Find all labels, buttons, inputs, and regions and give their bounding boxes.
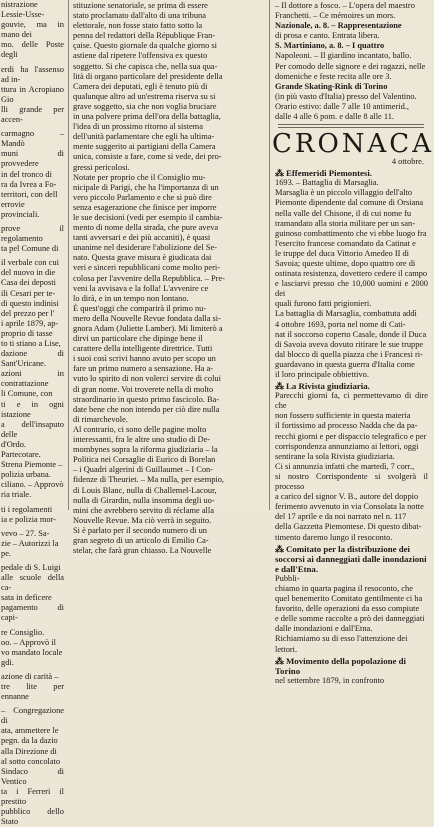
text-line: quali furono fatti prigionieri. xyxy=(275,299,372,309)
news-items xyxy=(272,168,430,686)
text-line: in del tronco di xyxy=(1,169,52,179)
text-line: di questo indinisi xyxy=(1,298,59,308)
text-line: si nostro Corrispondente si svolgerà il processo xyxy=(275,471,428,492)
text-line: çaise. Questo giornale da qualche giorno si xyxy=(73,41,217,51)
text-line: stelar, che farà gran chiasso. La Nouvelle xyxy=(73,546,212,556)
text-line: il loro principale obbiettivo. xyxy=(275,370,369,379)
text-line: e delle somme raccolte a prò dei danneggiati xyxy=(275,614,425,624)
text-line: nella valle del Chisone, il di cui nome fu xyxy=(275,208,412,218)
text-line: ostinata resistenza, dovettero cedere il campo xyxy=(275,269,428,279)
text-line: errovie provinciali. xyxy=(1,199,40,219)
section-divider xyxy=(278,124,424,128)
text-line: interessanti, fra le altre uno studio di De- xyxy=(73,435,211,445)
text-line: senza esagerazione che finisce per imporre xyxy=(73,202,217,212)
news-item-heading xyxy=(272,381,430,391)
text-line: È quest'oggi che comparirà il primo nu- xyxy=(73,303,207,313)
text-line: pedale di S. Luigi xyxy=(1,562,61,572)
text-line: gran segreto di un articolo di Emilio Ca- xyxy=(73,535,209,545)
text-line: unanime nel desiderare l'abolizione del Se- xyxy=(73,243,218,253)
text-line: zie – Autorizzi la xyxy=(1,538,59,548)
text-line: dal blocco di quella piazza che i Francesi ri- xyxy=(275,349,423,359)
bullet-icon: ⁂ xyxy=(275,655,286,666)
section-date: 4 ottobre. xyxy=(391,157,424,167)
text-line: vevo – 27. Sa- xyxy=(1,528,50,538)
right-column xyxy=(272,0,434,685)
listing-line: Orario estivo: dalle 7 alle 10 antimerid., xyxy=(275,101,409,111)
text-line: Ci si annunzia infatti che martedì, 7 corr., xyxy=(275,461,415,471)
text-line: nulla di Girardin, nulla insomma degli uo- xyxy=(73,495,215,505)
listing-line: Grande Skating-Rink di Torino xyxy=(275,81,388,91)
text-line: lo dirà, e in un tempo non lontano. xyxy=(73,293,189,303)
left-column xyxy=(0,0,66,827)
text-line: vero piccolo Parlamento e che si può dire xyxy=(73,192,212,202)
bullet-icon: ⁂ xyxy=(275,168,286,179)
text-line: i aprile 1879, ap- xyxy=(1,318,59,328)
text-line: timento daremo lungo il resoconto. xyxy=(275,532,393,542)
news-item xyxy=(272,544,430,655)
text-line: dirvi un particolare che dipinge bene il xyxy=(73,334,203,344)
text-line: nat il soccorso coperto Casale, donde il Duca xyxy=(275,329,427,339)
text-line: tanti avversari e dei più accaniti), è quasi xyxy=(73,233,211,243)
text-line: tre lite per ennanne xyxy=(1,682,64,702)
text-line: del nuovo in die xyxy=(1,268,56,278)
text-line: gouvie, ma in mano dei xyxy=(1,20,64,40)
text-line: alle scuole della ca- xyxy=(1,573,64,593)
text-line: e lasciarvi presso che 10,000 uomini e 2000 dei xyxy=(275,279,428,299)
listing-line: dalle 4 alle 6 pom. e dalle 8 alle 11. xyxy=(275,112,394,122)
text-line: Camera dei deputati, egli è tenuto più di xyxy=(73,81,208,91)
text-line: Strena Piemonte – xyxy=(1,460,63,470)
text-line: mo. delle Poste degli xyxy=(1,40,64,60)
text-line: soggetto. Si che capisca che, nella sua qua- xyxy=(73,61,218,71)
text-line: ra da Ivrea a Fo- xyxy=(1,179,57,189)
text-line: recchi giorni e per dispaccio telegrafico e per xyxy=(275,431,427,441)
text-line: re Consiglio. xyxy=(1,627,45,637)
text-line: i suoi così scrivi hanno avuto per scopo un xyxy=(73,354,216,364)
text-line: corrispondenza annunziamo ai lettori, oggi xyxy=(275,441,419,451)
text-line: 1693. – Battaglia di Marsaglia. xyxy=(275,178,379,188)
text-line: vuto lo spirito di non volerci servire di colui xyxy=(73,374,221,384)
text-line: le truppe del duca Vittorio Amedeo II di xyxy=(275,248,410,258)
news-item-body xyxy=(272,676,430,686)
text-line: mini che avrebbero servito di réclame alla xyxy=(73,505,214,515)
text-line: il verbale con cui xyxy=(1,258,59,268)
news-item-body xyxy=(272,178,430,380)
text-line: azione di carità – xyxy=(1,671,59,681)
text-line: l'esercito francese comandato da Catinat e xyxy=(275,238,416,248)
text-line: straordinario in questo primo fascicolo. Ba- xyxy=(73,394,220,404)
text-line: astiene dal ripetere l'offensiva ex questo xyxy=(73,51,208,61)
heading-text: La Rivista giudiziaria. xyxy=(286,381,370,392)
text-line: nato. Questa grave misura è giudicata dai xyxy=(73,253,212,263)
text-line: mento di nome della strada, che pure aveva xyxy=(73,223,219,233)
news-item-body xyxy=(272,391,430,542)
listing-line: Napoleoni. – Il giardino incantato, ballo. xyxy=(275,51,412,61)
heading-text: Comitato per la distribuzione dei soccorsi ai danneggiati dalle inondazioni e dall'Etna. xyxy=(275,543,427,574)
text-line: dell'unità parlamentare che egli ha ultima- xyxy=(73,132,215,142)
listing-line: S. Martiniano, a. 8. – I quattro xyxy=(275,41,385,51)
text-line: ferimento avvenuto in via Consolata la notte xyxy=(275,502,424,512)
text-line: ttura in Acropiano Gio xyxy=(1,84,64,104)
text-line: di rimarchevole. xyxy=(73,414,128,424)
listing-line: Nazionale, a. 8. – Rappresentazione xyxy=(275,21,402,31)
text-line: veri e sinceri repubblicani come molto peri- xyxy=(73,263,220,273)
text-line: colosa per l'avvenire della Repubblica. – Pre- xyxy=(73,273,225,283)
text-line: dalle inondazioni e dall'Etna. xyxy=(275,624,373,634)
text-line: 4 ottobre 1693, porta nel nome di Cati- xyxy=(275,319,406,329)
text-line: sentirane la sola Rivista giudiziaria. xyxy=(275,451,395,461)
text-line: stato proclamato dall'alto di una tribuna xyxy=(73,11,206,21)
column-rule xyxy=(269,0,270,510)
text-line: ili Cesari per te- xyxy=(1,288,56,298)
text-line: unica, consiste a fare, come si vede, dei pro- xyxy=(73,152,222,162)
text-line: di gran nome. Voi troverete nella di molto xyxy=(73,384,214,394)
text-line: Parecchi giorni fa, ci permettevamo di dire che xyxy=(275,391,428,411)
text-line: Politica nei Corsaglie di Eurico di Borelan xyxy=(73,455,216,465)
text-line: guardavano in questa guerra d'Italia come xyxy=(275,359,415,369)
text-line: ta pel Comune di xyxy=(1,244,59,254)
text-line: dazione di Sant'Uricane. xyxy=(1,349,64,369)
text-line: Piemonte dipendente dal comune di Orsiana xyxy=(275,198,424,208)
text-line: grave soggetto, sia che non voglia bruciare xyxy=(73,101,217,111)
middle-column xyxy=(70,0,266,556)
text-line: lli grande per accen- xyxy=(1,104,64,125)
text-line: qualunque altro ad un'estrema riserva su si xyxy=(73,91,216,101)
text-line: pubblico dello Stato xyxy=(1,807,64,827)
text-line: lità di organo particolare del presidente della xyxy=(73,71,223,81)
text-line: fare un primo numero a sensazione. Ha a- xyxy=(73,364,213,374)
text-line: Savoia; queste ultime, dopo quattro ore di xyxy=(275,258,416,268)
text-line: ata, ammettere le xyxy=(1,726,59,736)
bullet-icon: ⁂ xyxy=(275,381,286,392)
text-line: Notate per proprio che il Consiglio mu- xyxy=(73,172,206,182)
text-line: sata in deficere xyxy=(1,593,52,603)
text-line: mente suggerito ai partigiani della Camera xyxy=(73,142,216,152)
text-line: pe. xyxy=(1,548,11,558)
text-line: fidenze di Theuriet. – Ma nulla, per esempio, xyxy=(73,475,225,485)
text-line: al sotto concolato xyxy=(1,756,61,766)
news-item xyxy=(272,656,430,686)
text-line: guinoso combattimento che vi ebbe luogo fra xyxy=(275,228,427,238)
text-line: carmagno – Mandò xyxy=(1,129,64,149)
text-line: nistrazione Lessie-Usse- xyxy=(1,0,45,20)
text-line: Si è parlato per il secondo numero di un xyxy=(73,525,207,535)
text-line: a dell'insaputo delle xyxy=(1,419,64,439)
text-line: territori, con dell xyxy=(1,189,58,199)
text-line: mombynes sopra la riforma giudiziaria – la xyxy=(73,445,218,455)
text-line: della Gazzetta Piemontese. Di questo dibat- xyxy=(275,522,422,532)
text-line: polizia urbana. xyxy=(1,470,51,480)
text-line: erdi ha l'assenso ad in- xyxy=(1,64,64,84)
text-line: ria triale. xyxy=(1,490,32,500)
text-line: d'Ordo. Partecotare. xyxy=(1,439,41,460)
text-line: di Savoia aveva dovuto ritirare le sue truppe xyxy=(275,339,424,349)
listing-line: di prosa e canto. Entrata libera. xyxy=(275,31,380,41)
section-title: CRONACA xyxy=(272,129,434,160)
text-line: quel benemerito Comitato gentilmente ci ha xyxy=(275,594,423,604)
text-line: elettorale, non fosse stato fatto sotto la xyxy=(73,21,203,31)
heading-text: Movimento della popolazione di Torino xyxy=(275,655,406,676)
column-rule xyxy=(68,0,69,510)
text-line: mero della Nouvelle Revue fondata dalla si- xyxy=(73,313,221,323)
text-line: azioni in contrattazione xyxy=(1,369,64,389)
news-item xyxy=(272,168,430,380)
text-line: nel settembre 1879, in confronto xyxy=(275,675,385,685)
text-line: stituzione senatoriale, se prima di essere xyxy=(73,1,208,10)
text-line: pegn. da la dazio xyxy=(1,736,58,746)
text-line: di Louis Blanc, nulla di Challemel-Lacour, xyxy=(73,485,217,495)
text-line: vo mandato locale xyxy=(1,647,63,657)
text-line: favorito, delle operazioni da esso compiute xyxy=(275,604,420,614)
text-line: ti i regolamenti xyxy=(1,504,53,514)
listing-line: (in più vasto d'Italia) presso del Valentino. xyxy=(275,91,417,101)
text-line: – Congregazione di xyxy=(1,706,64,726)
text-line: del prezzo per l' xyxy=(1,308,55,318)
text-line: date bene che non intendo per ciò dire nulla xyxy=(73,404,220,414)
text-line: Richiamiamo su di esso l'attenzione dei xyxy=(275,634,408,644)
text-line: ia e polizia mor- xyxy=(1,514,56,524)
text-line: le sue decisioni (vedi per esempio il cambia- xyxy=(73,212,223,222)
text-line: gressi pericolosi. xyxy=(73,162,130,172)
text-line: prove il regolamento xyxy=(1,223,64,244)
heading-text: Effemeridi Piemontesi. xyxy=(286,168,372,179)
text-line: a carico del signor V. B., autore del doppio xyxy=(275,492,419,502)
text-line: ti e in ogni istazione xyxy=(1,399,64,419)
text-line: ta i Ferreri il prestito xyxy=(1,786,64,807)
text-line: chiamo in quarta pagina il resoconto, che xyxy=(275,583,413,593)
listing-line: domeniche e feste recita alle ore 3. xyxy=(275,71,392,81)
bullet-icon: ⁂ xyxy=(275,543,286,554)
text-line: gdi. xyxy=(1,657,14,667)
text-line: tramandato alla storia militare per un san- xyxy=(275,218,415,228)
text-line: l'idea di un prossimo ritorno al sistema xyxy=(73,122,203,132)
news-item-heading xyxy=(272,656,430,676)
middle-column-text xyxy=(70,1,266,556)
left-column-text xyxy=(0,0,66,827)
text-line: oo. – Approvò il xyxy=(1,637,56,647)
text-line: penna del redattori della République Fran- xyxy=(73,31,216,41)
text-line: veni la avvisava e la folla! L'avvenire ce xyxy=(73,283,209,293)
text-line: nicipale di Parigi, che ha l'importanza di un xyxy=(73,182,219,192)
news-item-heading xyxy=(272,168,430,178)
text-line: non fossero sufficiente in questa materia xyxy=(275,411,411,421)
text-line: pagamento di capi- xyxy=(1,603,64,623)
text-line: ciliano. – Approvò xyxy=(1,480,64,490)
text-line: Marsaglia è un piccolo villaggio dell'alto xyxy=(275,188,413,198)
news-item-body xyxy=(272,574,430,655)
theatre-listings xyxy=(272,1,430,122)
text-line: alla Direzione di xyxy=(1,746,57,756)
text-line: Nouvelle Revue. Ma ciò verrà in seguito. xyxy=(73,515,212,525)
text-line: li Comune, con xyxy=(1,389,53,399)
news-item-heading xyxy=(272,544,430,574)
text-line: carattere della intelligente direttrice. Tutti xyxy=(73,344,213,354)
news-item xyxy=(272,381,430,543)
text-line: il fortissimo ad processo Nadda che da pa- xyxy=(275,421,418,431)
text-line: to ti stiano a Lise, xyxy=(1,339,61,348)
text-line: – i Quadri algerini di Guillaumet – I Con- xyxy=(73,465,214,475)
text-line: in una polvere prima dell'ora della battaglia, xyxy=(73,112,221,122)
text-line: muni di provvedere xyxy=(1,149,64,169)
text-line: Al contrario, ci sono delle pagine molto xyxy=(73,424,207,434)
listing-line: Franchetti. – Ce mémoires un mors. xyxy=(275,11,396,21)
listing-line: – Il dottore a fosco. – L'opera del maestro xyxy=(275,1,415,10)
text-line: del 17 aprile e da noi narrato nel n. 117 xyxy=(275,512,407,522)
listing-line: Per comodo delle signore e dei ragazzi, nelle xyxy=(275,61,426,71)
text-line: Casa dei deposti xyxy=(1,278,56,288)
text-line: Sindaco di Ventico xyxy=(1,766,64,786)
text-line: gnora Adam (Juliette Lamber). Mi limiterò a xyxy=(73,324,223,333)
text-line: Pubbli- xyxy=(275,573,300,583)
text-line: proprio di tasse xyxy=(1,328,53,338)
text-line: La battaglia di Marsaglia, combattuta addì xyxy=(275,309,417,319)
text-line: lettori. xyxy=(275,644,298,654)
